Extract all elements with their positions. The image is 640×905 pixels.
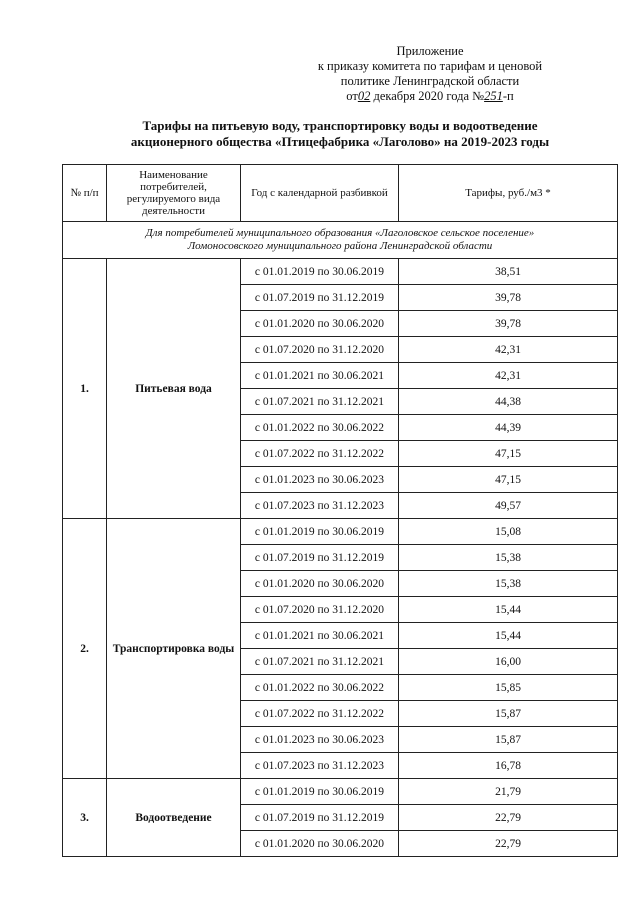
date-prefix: от [346, 89, 358, 103]
table-row [63, 519, 618, 545]
period-cell: с 01.07.2022 по 31.12.2022 [241, 701, 399, 727]
group-name: Водоотведение [107, 779, 241, 857]
table-row [63, 259, 618, 285]
tariff-cell: 15,87 [399, 727, 618, 753]
appendix-title: Приложение [396, 44, 464, 58]
tariff-cell: 42,31 [399, 337, 618, 363]
tariff-cell: 22,79 [399, 831, 618, 857]
period-cell: с 01.01.2022 по 30.06.2022 [241, 675, 399, 701]
tariff-cell: 15,44 [399, 597, 618, 623]
date-middle: декабря 2020 года № [370, 89, 485, 103]
tariff-cell: 15,38 [399, 571, 618, 597]
period-cell: с 01.01.2019 по 30.06.2019 [241, 779, 399, 805]
tariff-cell: 47,15 [399, 441, 618, 467]
period-cell: с 01.07.2019 по 31.12.2019 [241, 805, 399, 831]
period-cell: с 01.01.2021 по 30.06.2021 [241, 363, 399, 389]
order-day: 02 [357, 89, 371, 103]
tariff-table [62, 164, 618, 857]
tariff-cell: 39,78 [399, 311, 618, 337]
header-num: № п/п [63, 165, 107, 222]
tariff-cell: 49,57 [399, 493, 618, 519]
tariff-cell: 15,38 [399, 545, 618, 571]
tariff-cell: 22,79 [399, 805, 618, 831]
period-cell: с 01.07.2021 по 31.12.2021 [241, 649, 399, 675]
appendix-committee-line: политике Ленинградской области [340, 74, 520, 88]
tariff-cell: 44,38 [399, 389, 618, 415]
document-title [60, 118, 620, 150]
tariff-cell: 42,31 [399, 363, 618, 389]
period-cell: с 01.07.2022 по 31.12.2022 [241, 441, 399, 467]
group-name: Питьевая вода [107, 259, 241, 519]
tariff-cell: 15,87 [399, 701, 618, 727]
tariff-cell: 16,78 [399, 753, 618, 779]
period-cell: с 01.01.2020 по 30.06.2020 [241, 831, 399, 857]
tariff-cell: 21,79 [399, 779, 618, 805]
table-row [63, 779, 618, 805]
period-cell: с 01.07.2021 по 31.12.2021 [241, 389, 399, 415]
order-number: 251 [484, 89, 503, 103]
tariff-cell: 16,00 [399, 649, 618, 675]
period-cell: с 01.01.2020 по 30.06.2020 [241, 571, 399, 597]
period-cell: с 01.01.2023 по 30.06.2023 [241, 727, 399, 753]
tariff-cell: 47,15 [399, 467, 618, 493]
group-number: 3. [63, 779, 107, 857]
period-cell: с 01.01.2021 по 30.06.2021 [241, 623, 399, 649]
period-cell: с 01.07.2020 по 31.12.2020 [241, 337, 399, 363]
period-cell: с 01.07.2020 по 31.12.2020 [241, 597, 399, 623]
period-cell: с 01.07.2019 по 31.12.2019 [241, 545, 399, 571]
period-cell: с 01.01.2022 по 30.06.2022 [241, 415, 399, 441]
tariff-cell: 15,85 [399, 675, 618, 701]
tariff-cell: 15,44 [399, 623, 618, 649]
region-line-2: Ломоносовского муниципального района Ленинградской области [187, 240, 493, 252]
title-line-1: Тарифы на питьевую воду, транспортировку воды и водоотведение [142, 118, 538, 133]
region-row [63, 222, 618, 259]
tariff-cell: 15,08 [399, 519, 618, 545]
header-tariff: Тарифы, руб./м3 * [399, 165, 618, 222]
tariff-cell: 39,78 [399, 285, 618, 311]
period-cell: с 01.01.2020 по 30.06.2020 [241, 311, 399, 337]
period-cell: с 01.07.2023 по 31.12.2023 [241, 753, 399, 779]
region-cell [63, 222, 618, 259]
period-cell: с 01.01.2019 по 30.06.2019 [241, 259, 399, 285]
tariff-cell: 44,39 [399, 415, 618, 441]
group-number: 1. [63, 259, 107, 519]
period-cell: с 01.01.2019 по 30.06.2019 [241, 519, 399, 545]
period-cell: с 01.07.2019 по 31.12.2019 [241, 285, 399, 311]
header-name: Наименование потребителей, регулируемого вида деятельности [107, 165, 241, 222]
table-header-row [63, 165, 618, 222]
appendix-date-line [280, 89, 580, 104]
tariff-cell: 38,51 [399, 259, 618, 285]
group-name: Транспортировка воды [107, 519, 241, 779]
period-cell: с 01.01.2023 по 30.06.2023 [241, 467, 399, 493]
appendix-order-line: к приказу комитета по тарифам и ценовой [317, 59, 543, 73]
region-line-1: Для потребителей муниципального образования «Лаголовское сельское поселение» [145, 227, 535, 239]
appendix-block [280, 44, 580, 104]
period-cell: с 01.07.2023 по 31.12.2023 [241, 493, 399, 519]
title-line-2: акционерного общества «Птицефабрика «Лаголово» на 2019-2023 годы [130, 134, 550, 149]
order-suffix: -п [502, 89, 514, 103]
group-number: 2. [63, 519, 107, 779]
header-period: Год с календарной разбивкой [241, 165, 399, 222]
